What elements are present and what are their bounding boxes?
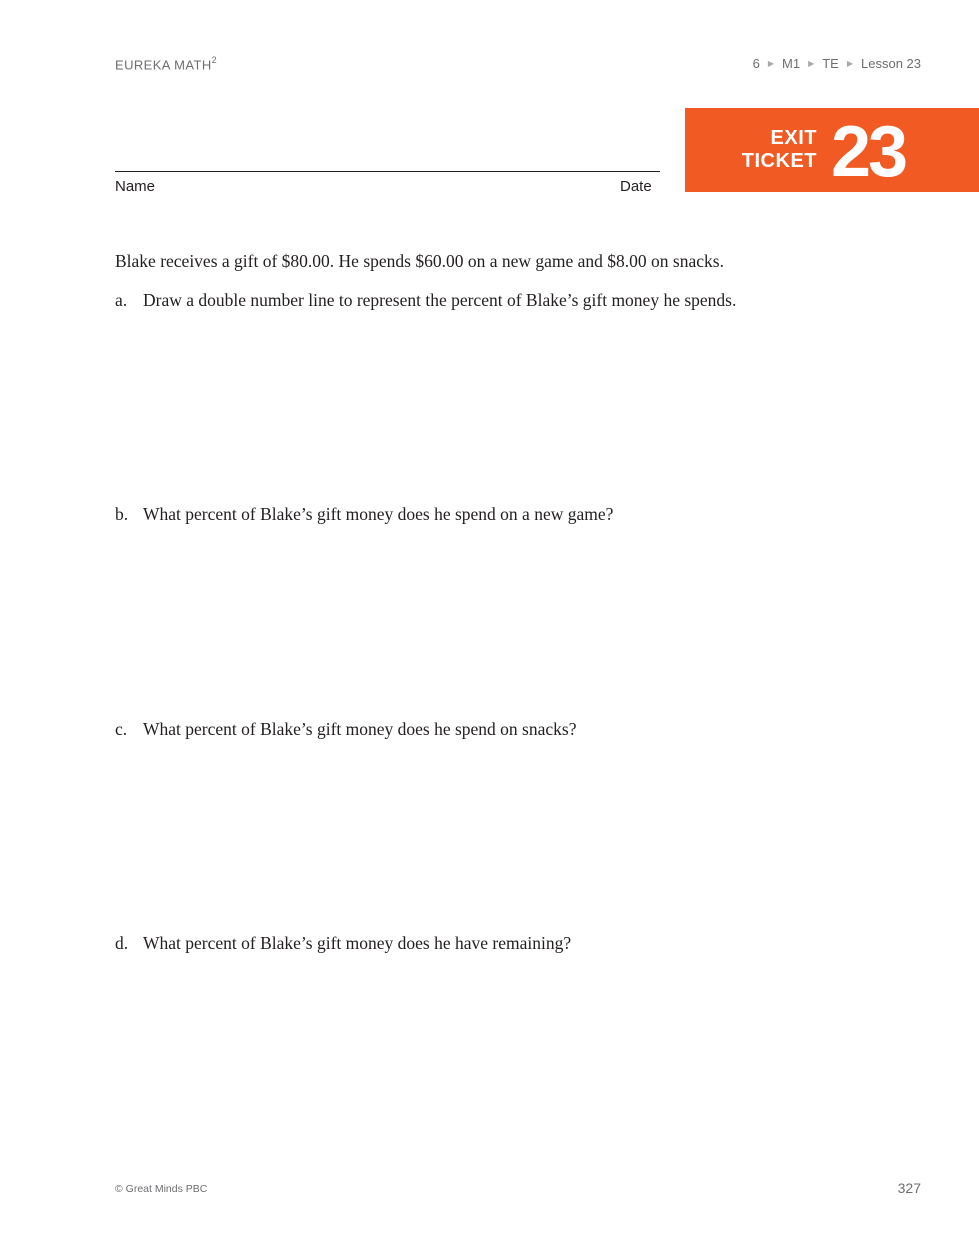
question-letter: b. [115,504,129,524]
breadcrumb-grade: 6 [752,56,760,71]
question-text: What percent of Blake’s gift money does he have remaining? [143,933,572,953]
breadcrumb-separator-icon: ▶ [767,59,774,68]
question-c [115,719,576,740]
question-letter: c. [115,719,128,739]
breadcrumb-module: M1 [782,56,801,71]
problem-intro: Blake receives a gift of $80.00. He spends $60.00 on a new game and $8.00 on snacks. [115,251,724,271]
question-a [115,290,736,311]
exit-ticket-number: 23 [831,112,906,192]
ticket-label: TICKET [741,150,817,172]
breadcrumb-type: TE [822,56,839,71]
question-d [115,933,571,954]
question-text: Draw a double number line to represent the percent of Blake’s gift money he spends. [143,290,737,310]
breadcrumb-lesson: Lesson 23 [861,56,921,71]
page-number: 327 [897,1180,921,1196]
breadcrumb [753,56,921,71]
question-text: What percent of Blake’s gift money does he spend on a new game? [143,504,614,524]
exit-ticket-badge [685,108,979,192]
date-label: Date [620,178,652,195]
question-letter: a. [115,290,128,310]
brand-title [115,56,217,72]
brand-name: EUREKA MATH [115,57,212,73]
question-letter: d. [115,933,129,953]
question-text: What percent of Blake’s gift money does he spend on snacks? [143,719,577,739]
exit-ticket-words [729,127,817,173]
name-label: Name [115,178,156,195]
brand-superscript: 2 [211,55,218,65]
exit-label: EXIT [770,127,817,149]
name-date-line[interactable] [115,171,660,172]
copyright: © Great Minds PBC [115,1183,208,1195]
question-b [115,504,613,525]
breadcrumb-separator-icon: ▶ [846,59,853,68]
breadcrumb-separator-icon: ▶ [808,59,815,68]
